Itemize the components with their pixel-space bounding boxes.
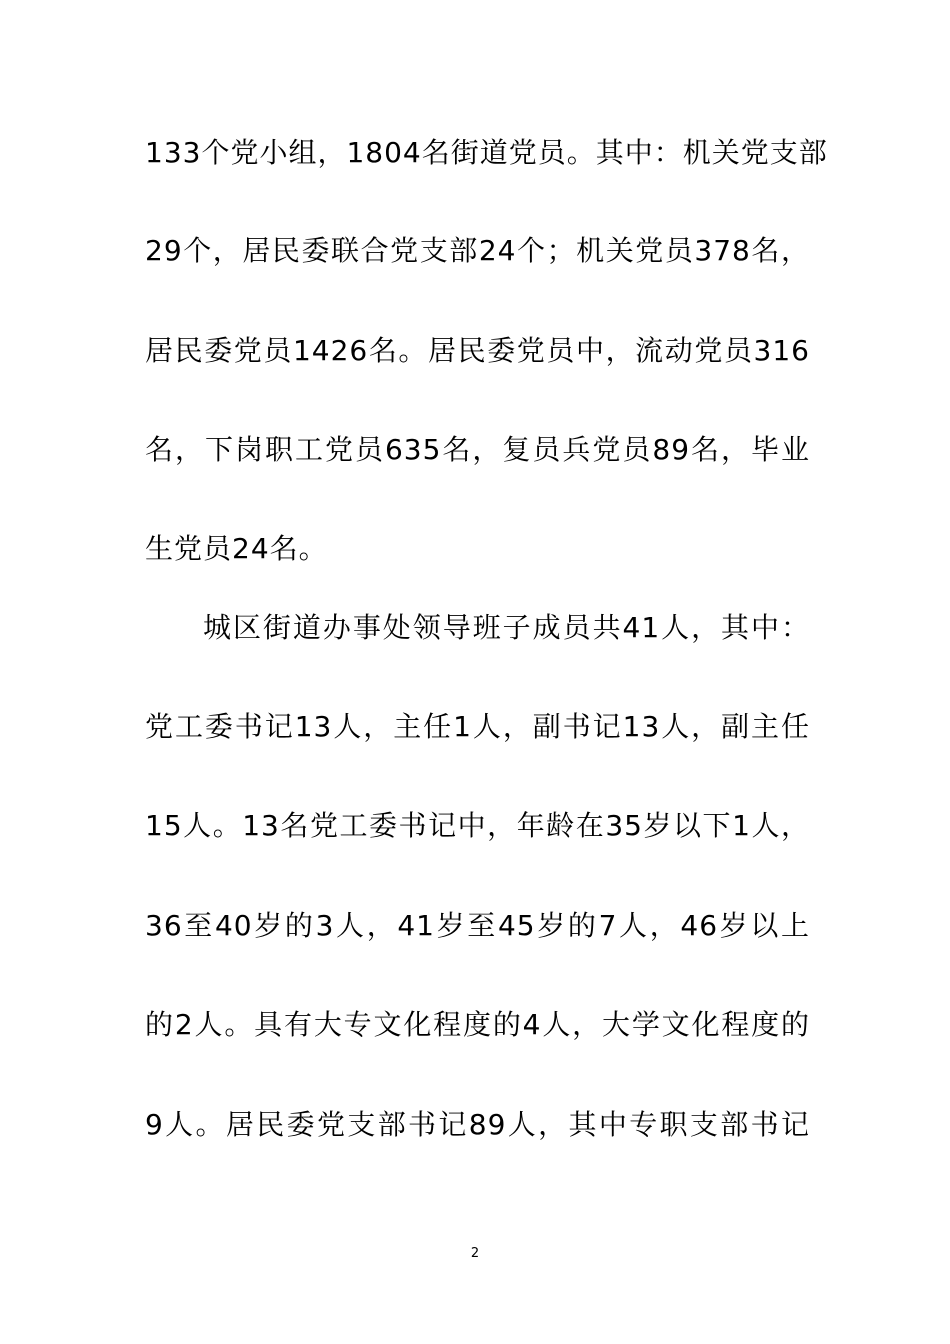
text-line: 城区街道办事处领导班子成员共41人，其中：	[203, 611, 810, 644]
text-line: 名，下岗职工党员635名，复员兵党员89名，毕业	[145, 433, 810, 466]
text-line: 133个党小组，1804名街道党员。其中：机关党支部	[145, 136, 828, 169]
text-line: 29个，居民委联合党支部24个；机关党员378名，	[145, 234, 810, 267]
text-line: 15人。13名党工委书记中，年龄在35岁以下1人，	[145, 809, 810, 842]
text-line: 生党员24名。	[145, 532, 328, 565]
text-line: 9人。居民委党支部书记89人，其中专职支部书记	[145, 1108, 810, 1141]
text-line: 党工委书记13人，主任1人，副书记13人，副主任	[145, 710, 810, 743]
page-number: 2	[470, 1246, 480, 1261]
text-line: 36至40岁的3人，41岁至45岁的7人，46岁以上	[145, 909, 810, 942]
text-line: 居民委党员1426名。居民委党员中，流动党员316	[145, 334, 810, 367]
text-line: 的2人。具有大专文化程度的4人，大学文化程度的	[145, 1008, 810, 1041]
